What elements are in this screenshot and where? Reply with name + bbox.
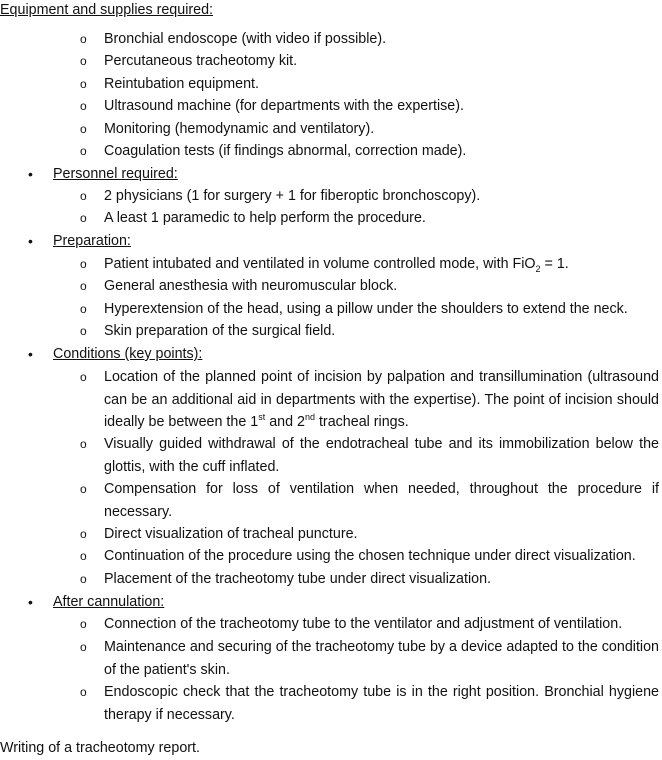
conditions-item: Compensation for loss of ventilation when needed, throughout the procedure if necessary. <box>104 481 659 520</box>
conditions-item: Placement of the tracheotomy tube under direct visualization. <box>104 571 492 587</box>
sub-bullet-icon: o <box>80 302 87 316</box>
conditions-heading: Conditions (key points): <box>53 346 203 362</box>
sub-bullet-icon: o <box>80 99 87 113</box>
bullet-icon: • <box>28 346 33 362</box>
sub-bullet-icon: o <box>80 189 87 203</box>
preparation-heading: Preparation: <box>53 233 131 249</box>
equipment-item: Monitoring (hemodynamic and ventilatory). <box>104 121 375 137</box>
equipment-item: Bronchial endoscope (with video if possible). <box>104 31 387 47</box>
equipment-item: Coagulation tests (if findings abnormal, correction made). <box>104 143 467 159</box>
sub-bullet-icon: o <box>80 54 87 68</box>
sub-bullet-icon: o <box>80 527 87 541</box>
sub-bullet-icon: o <box>80 122 87 136</box>
conditions-item: Location of the planned point of incision by palpation and transillumination (ultrasound can be an additional aid in departments with the expertise). The point of incision should ideally be between the 1st and 2nd tracheal rings. <box>104 369 659 430</box>
sub-bullet-icon: o <box>80 257 87 271</box>
equipment-item: Ultrasound machine (for departments with the expertise). <box>104 98 464 114</box>
sub-bullet-icon: o <box>80 144 87 158</box>
equipment-item: Percutaneous tracheotomy kit. <box>104 53 298 69</box>
sub-bullet-icon: o <box>80 640 87 654</box>
equipment-item: Reintubation equipment. <box>104 76 259 92</box>
personnel-heading: Personnel required: <box>53 166 178 182</box>
footer-text: Writing of a tracheotomy report. <box>0 740 200 756</box>
preparation-item: General anesthesia with neuromuscular block. <box>104 278 398 294</box>
sub-bullet-icon: o <box>80 77 87 91</box>
conditions-item: Direct visualization of tracheal puncture. <box>104 526 358 542</box>
bullet-icon: • <box>28 233 33 249</box>
personnel-item: A least 1 paramedic to help perform the procedure. <box>104 210 426 226</box>
after-item: Maintenance and securing of the tracheotomy tube by a device adapted to the condition of the patient's skin. <box>104 639 659 678</box>
preparation-item: Patient intubated and ventilated in volume controlled mode, with FiO$_2$ = 1. <box>104 256 569 274</box>
sub-bullet-icon: o <box>80 617 87 631</box>
sub-bullet-icon: o <box>80 211 87 225</box>
sub-bullet-icon: o <box>80 685 87 699</box>
sub-bullet-icon: o <box>80 279 87 293</box>
equipment-heading: Equipment and supplies required: <box>0 2 214 18</box>
bullet-icon: • <box>28 594 33 610</box>
after-heading: After cannulation: <box>53 594 165 610</box>
sub-bullet-icon: o <box>80 324 87 338</box>
preparation-item: Skin preparation of the surgical field. <box>104 323 336 339</box>
after-item: Endoscopic check that the tracheotomy tube is in the right position. Bronchial hygiene therapy if necessary. <box>104 684 659 723</box>
personnel-item: 2 physicians (1 for surgery + 1 for fiberoptic bronchoscopy). <box>104 188 481 204</box>
sub-bullet-icon: o <box>80 572 87 586</box>
preparation-item: Hyperextension of the head, using a pillow under the shoulders to extend the neck. <box>104 301 628 317</box>
conditions-item: Continuation of the procedure using the chosen technique under direct visualization. <box>104 548 636 564</box>
sub-bullet-icon: o <box>80 549 87 563</box>
conditions-item: Visually guided withdrawal of the endotracheal tube and its immobilization below the glottis, with the cuff inflated. <box>104 436 659 475</box>
sub-bullet-icon: o <box>80 437 87 451</box>
after-item: Connection of the tracheotomy tube to the ventilator and adjustment of ventilation. <box>104 616 623 632</box>
sub-bullet-icon: o <box>80 32 87 46</box>
bullet-icon: • <box>28 166 33 182</box>
sub-bullet-icon: o <box>80 482 87 496</box>
sub-bullet-icon: o <box>80 370 87 384</box>
